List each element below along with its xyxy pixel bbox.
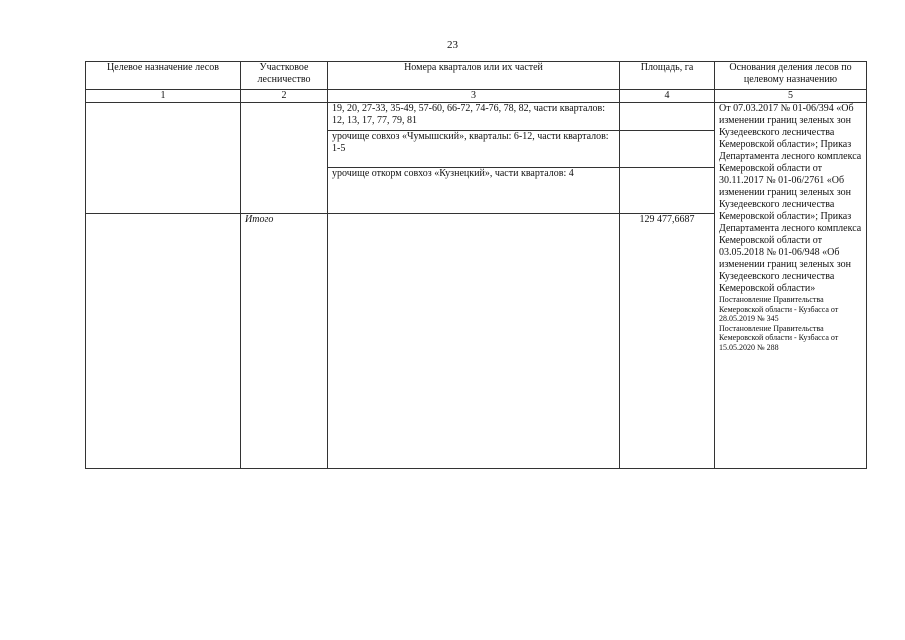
basis-cell (715, 103, 867, 469)
column-number: 4 (620, 90, 715, 103)
basis-text: От 07.03.2017 № 01-06/394 «Об изменении границ зеленых зон Кузедеевского лесничества Кемеровской области»; Приказ Департамента лесного комплекса Кемеровской области от 30.11.2017 № 01-06/2761 «Об изменении границ зеленых зон Кузедеевского лесничества Кемеровской области»; Приказ Департамента лесного комплекса Кемеровской области от 03.05.2018 № 01-06/948 «Об изменении границ зеленых зон Кузедеевского лесничества Кемеровской области» (719, 103, 862, 294)
forest-purpose-table (85, 61, 867, 469)
quarters-cell: 19, 20, 27-33, 35-49, 57-60, 66-72, 74-76, 78, 82, части кварталов: 12, 13, 17, 77, 79, 81 (328, 103, 620, 131)
purpose-cell (86, 103, 241, 214)
header-row (86, 62, 867, 90)
total-label: Итого (241, 214, 328, 469)
header-district: Участковое лесничество (241, 62, 328, 90)
column-number: 1 (86, 90, 241, 103)
basis-small-text: Постановление Правительства Кемеровской области - Кузбасса от 28.05.2019 № 345 (719, 295, 839, 323)
table-row (86, 103, 867, 131)
column-number: 3 (328, 90, 620, 103)
header-area: Площадь, га (620, 62, 715, 90)
column-number-row (86, 90, 867, 103)
purpose-cell (86, 214, 241, 469)
quarters-cell (328, 214, 620, 469)
area-cell (620, 103, 715, 131)
basis-small-text: Постановление Правительства Кемеровской области - Кузбасса от 15.05.2020 № 288 (719, 323, 839, 352)
total-area: 129 477,6687 (620, 214, 715, 469)
column-number: 2 (241, 90, 328, 103)
quarters-cell: урочище совхоз «Чумышский», кварталы: 6-12, части кварталов: 1-5 (328, 131, 620, 168)
area-cell (620, 131, 715, 168)
header-purpose: Целевое назначение лесов (86, 62, 241, 90)
quarters-cell: урочище откорм совхоз «Кузнецкий», части кварталов: 4 (328, 168, 620, 214)
district-cell (241, 103, 328, 214)
area-cell (620, 168, 715, 214)
header-quarters: Номера кварталов или их частей (328, 62, 620, 90)
header-basis: Основания деления лесов по целевому назначению (715, 62, 867, 90)
page-number: 23 (447, 39, 458, 51)
column-number: 5 (715, 90, 867, 103)
